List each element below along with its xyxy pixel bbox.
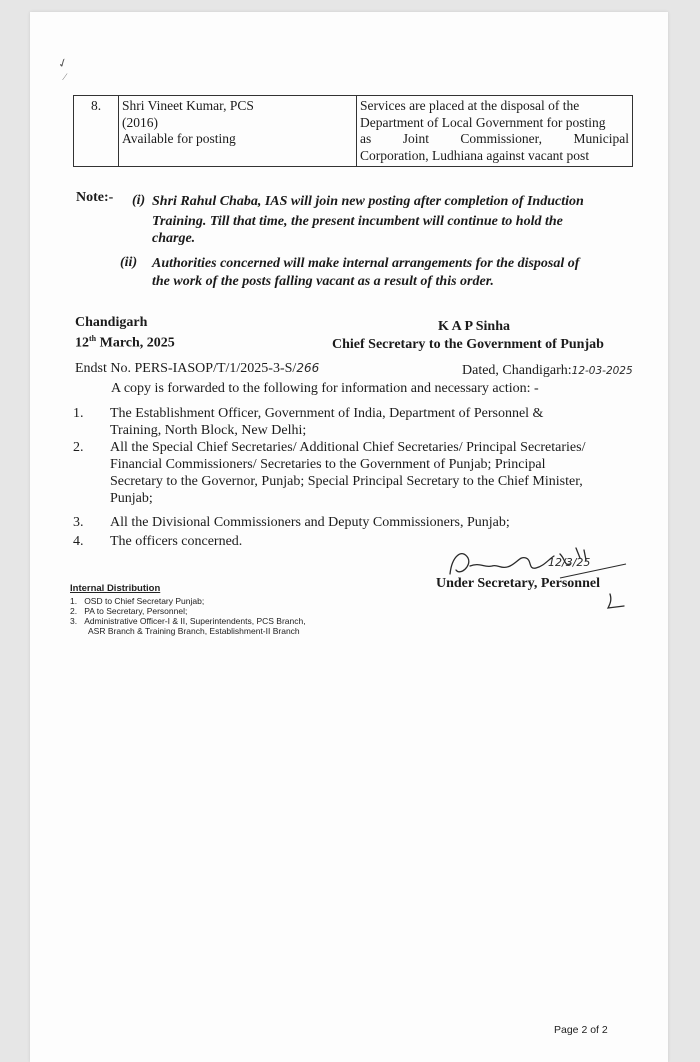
recipient-number: 2. bbox=[73, 440, 84, 455]
note-label: Note:- bbox=[76, 190, 114, 205]
recipient-number: 3. bbox=[73, 515, 84, 530]
margin-dot-mark: ∕ bbox=[64, 72, 66, 83]
posting-line-3: as Joint Commissioner, Municipal bbox=[360, 131, 629, 146]
internal-distribution-title: Internal Distribution bbox=[70, 583, 161, 594]
officer-name: Shri Vineet Kumar, PCS bbox=[122, 98, 254, 113]
internal-item: 2. PA to Secretary, Personnel; bbox=[70, 606, 188, 616]
order-date: 12th March, 2025 bbox=[75, 334, 175, 351]
note-item-2-line-1: Authorities concerned will make internal arrangements for the disposal of bbox=[152, 256, 580, 271]
signatory-designation: Chief Secretary to the Government of Punjab bbox=[332, 337, 604, 352]
signature-date: 12/3/25 bbox=[548, 556, 591, 569]
margin-tick-mark: ✓ bbox=[55, 54, 70, 72]
note-item-1-line-2: Training. Till that time, the present incumbent will continue to hold the bbox=[152, 214, 563, 229]
posting-line-4: Corporation, Ludhiana against vacant post bbox=[360, 147, 590, 163]
officer-status: Available for posting bbox=[122, 131, 236, 146]
serial-cell: 8. bbox=[74, 96, 119, 167]
note-item-1-line-1: Shri Rahul Chaba, IAS will join new posting after completion of Induction bbox=[152, 194, 584, 209]
endorsement-date: Dated, Chandigarh:12-03-2025 bbox=[462, 363, 633, 378]
note-item-number: (ii) bbox=[120, 255, 138, 270]
recipient-2-line-4: Punjab; bbox=[110, 491, 153, 506]
officer-cell bbox=[119, 96, 357, 167]
recipient-1-line-1: The Establishment Officer, Government of India, Department of Personnel & bbox=[110, 406, 544, 421]
endorsement-number: Endst No. PERS-IASOP/T/1/2025-3-S/266 bbox=[75, 361, 320, 376]
recipient-2-line-2: Financial Commissioners/ Secretaries to the Government of Punjab; Principal bbox=[110, 457, 546, 472]
under-secretary-designation: Under Secretary, Personnel bbox=[436, 576, 600, 591]
posting-line-2: Department of Local Government for posting bbox=[360, 114, 606, 130]
recipient-number: 1. bbox=[73, 406, 84, 421]
internal-item: ASR Branch & Training Branch, Establishment-II Branch bbox=[88, 626, 300, 636]
handwritten-date: 12-03-2025 bbox=[571, 365, 633, 377]
document-page bbox=[30, 12, 668, 1062]
posting-line-1: Services are placed at the disposal of the bbox=[360, 98, 580, 113]
recipient-4-line-1: The officers concerned. bbox=[110, 534, 243, 549]
table-row bbox=[74, 96, 633, 167]
place: Chandigarh bbox=[75, 315, 148, 330]
note-item-2-line-2: the work of the posts falling vacant as a result of this order. bbox=[152, 274, 494, 289]
initial-mark bbox=[602, 592, 632, 612]
internal-item: 3. Administrative Officer-I & II, Superintendents, PCS Branch, bbox=[70, 616, 306, 626]
officer-batch: (2016) bbox=[122, 114, 158, 130]
posting-table bbox=[73, 95, 633, 167]
handwritten-number: 266 bbox=[296, 361, 320, 375]
page-number: Page 2 of 2 bbox=[554, 1024, 608, 1036]
recipient-1-line-2: Training, North Block, New Delhi; bbox=[110, 423, 307, 438]
forward-intro: A copy is forwarded to the following for information and necessary action: - bbox=[111, 381, 539, 396]
internal-item: 1. OSD to Chief Secretary Punjab; bbox=[70, 596, 205, 606]
recipient-number: 4. bbox=[73, 534, 84, 549]
posting-cell bbox=[357, 96, 633, 167]
recipient-2-line-1: All the Special Chief Secretaries/ Additional Chief Secretaries/ Principal Secretaries/ bbox=[110, 440, 586, 455]
note-item-1-line-3: charge. bbox=[152, 231, 196, 246]
recipient-2-line-3: Secretary to the Governor, Punjab; Special Principal Secretary to the Chief Minister, bbox=[110, 474, 583, 489]
recipient-3-line-1: All the Divisional Commissioners and Deputy Commissioners, Punjab; bbox=[110, 515, 510, 530]
signatory-name: K A P Sinha bbox=[438, 319, 510, 334]
note-item-number: (i) bbox=[132, 193, 146, 208]
